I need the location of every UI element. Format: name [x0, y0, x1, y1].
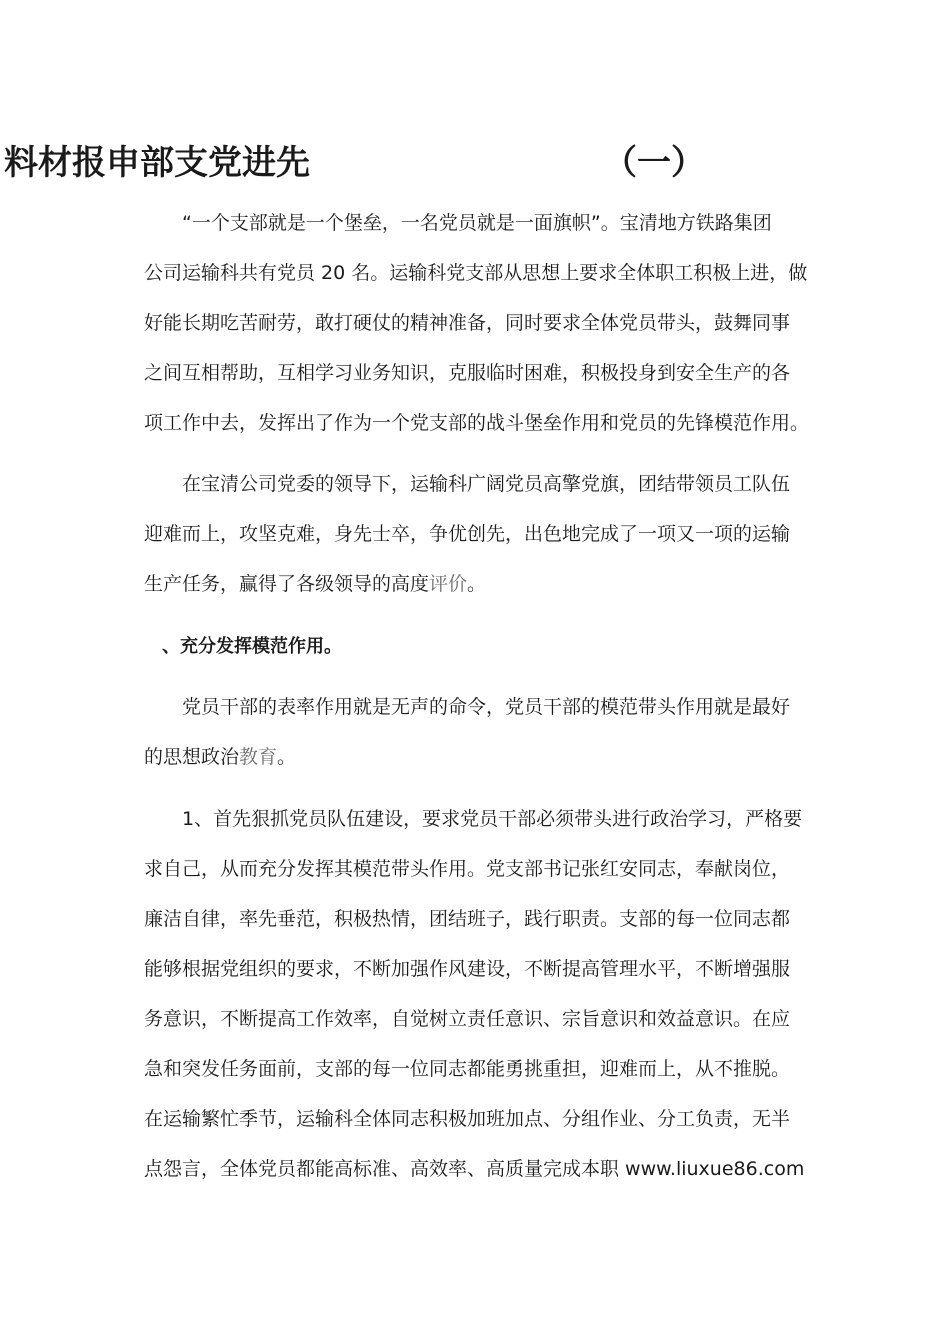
paragraph-line: 务意识，不断提高工作效率，自觉树立责任意识、宗旨意识和效益意识。在应 [144, 1008, 791, 1030]
paragraph-line: 急和突发任务面前，支部的每一位同志都能勇挑重担，迎难而上，从不推脱。 [144, 1058, 791, 1080]
paragraph-line [144, 559, 808, 609]
paragraph-line: 能够根据党组织的要求，不断加强作风建设，不断提高管理水平，不断增强服 [144, 958, 791, 980]
paragraph-3 [144, 682, 808, 782]
paragraph-line: 好能长期吃苦耐劳，敢打硬仗的精神准备，同时要求全体党员带头，鼓舞同事 [144, 312, 791, 334]
paragraph-text: 生产任务，赢得了各级领导的高度 [144, 573, 430, 595]
paragraph-line: 公司运输科共有党员 20 名。运输科党支部从思想上要求全体职工积极上进，做 [144, 262, 808, 284]
paragraph-line: 1、首先狠抓党员队伍建设，要求党员干部必须带头进行政治学习，严格要 [182, 808, 803, 830]
paragraph-1 [144, 198, 808, 448]
paragraph-line: 项工作中去，发挥出了作为一个党支部的战斗堡垒作用和党员的先锋模范作用。 [144, 412, 810, 434]
education-link[interactable]: 教育 [239, 746, 278, 768]
paragraph-text: 。 [467, 573, 487, 595]
paragraph-4 [144, 794, 808, 1194]
paragraph-text: 的思想政治 [144, 746, 240, 768]
evaluation-link[interactable]: 评价 [429, 573, 468, 595]
document-title: 料材报申部支党进先 [4, 143, 310, 183]
paragraph-line: “一个支部就是一个堡垒，一名党员就是一面旗帜”。宝清地方铁路集团 [182, 212, 772, 234]
paragraph-line: 求自己，从而充分发挥其模范带头作用。党支部书记张红安同志，奉献岗位， [144, 858, 791, 880]
section-heading: 、充分发挥模范作用。 [162, 636, 342, 657]
paragraph-line: 在运输繁忙季节，运输科全体同志积极加班加点、分组作业、分工负责，无半 [144, 1108, 791, 1130]
paragraph-line: 迎难而上，攻坚克难，身先士卒，争优创先，出色地完成了一项又一项的运输 [144, 523, 791, 545]
paragraph-line: 廉洁自律，率先垂范，积极热情，团结班子，践行职责。支部的每一位同志都 [144, 908, 791, 930]
paragraph-line: 在宝清公司党委的领导下，运输科广阔党员高擎党旗，团结带领员工队伍 [182, 473, 791, 495]
paragraph-line: 之间互相帮助，互相学习业务知识，克服临时困难，积极投身到安全生产的各 [144, 362, 791, 384]
document-title-number: （一） [603, 143, 705, 183]
paragraph-text: 。 [277, 746, 297, 768]
paragraph-line: 党员干部的表率作用就是无声的命令，党员干部的模范带头作用就是最好 [182, 696, 791, 718]
paragraph-line: 点怨言，全体党员都能高标准、高效率、高质量完成本职 www.liuxue86.com [144, 1158, 805, 1180]
paragraph-2 [144, 459, 808, 609]
paragraph-line [144, 732, 808, 782]
